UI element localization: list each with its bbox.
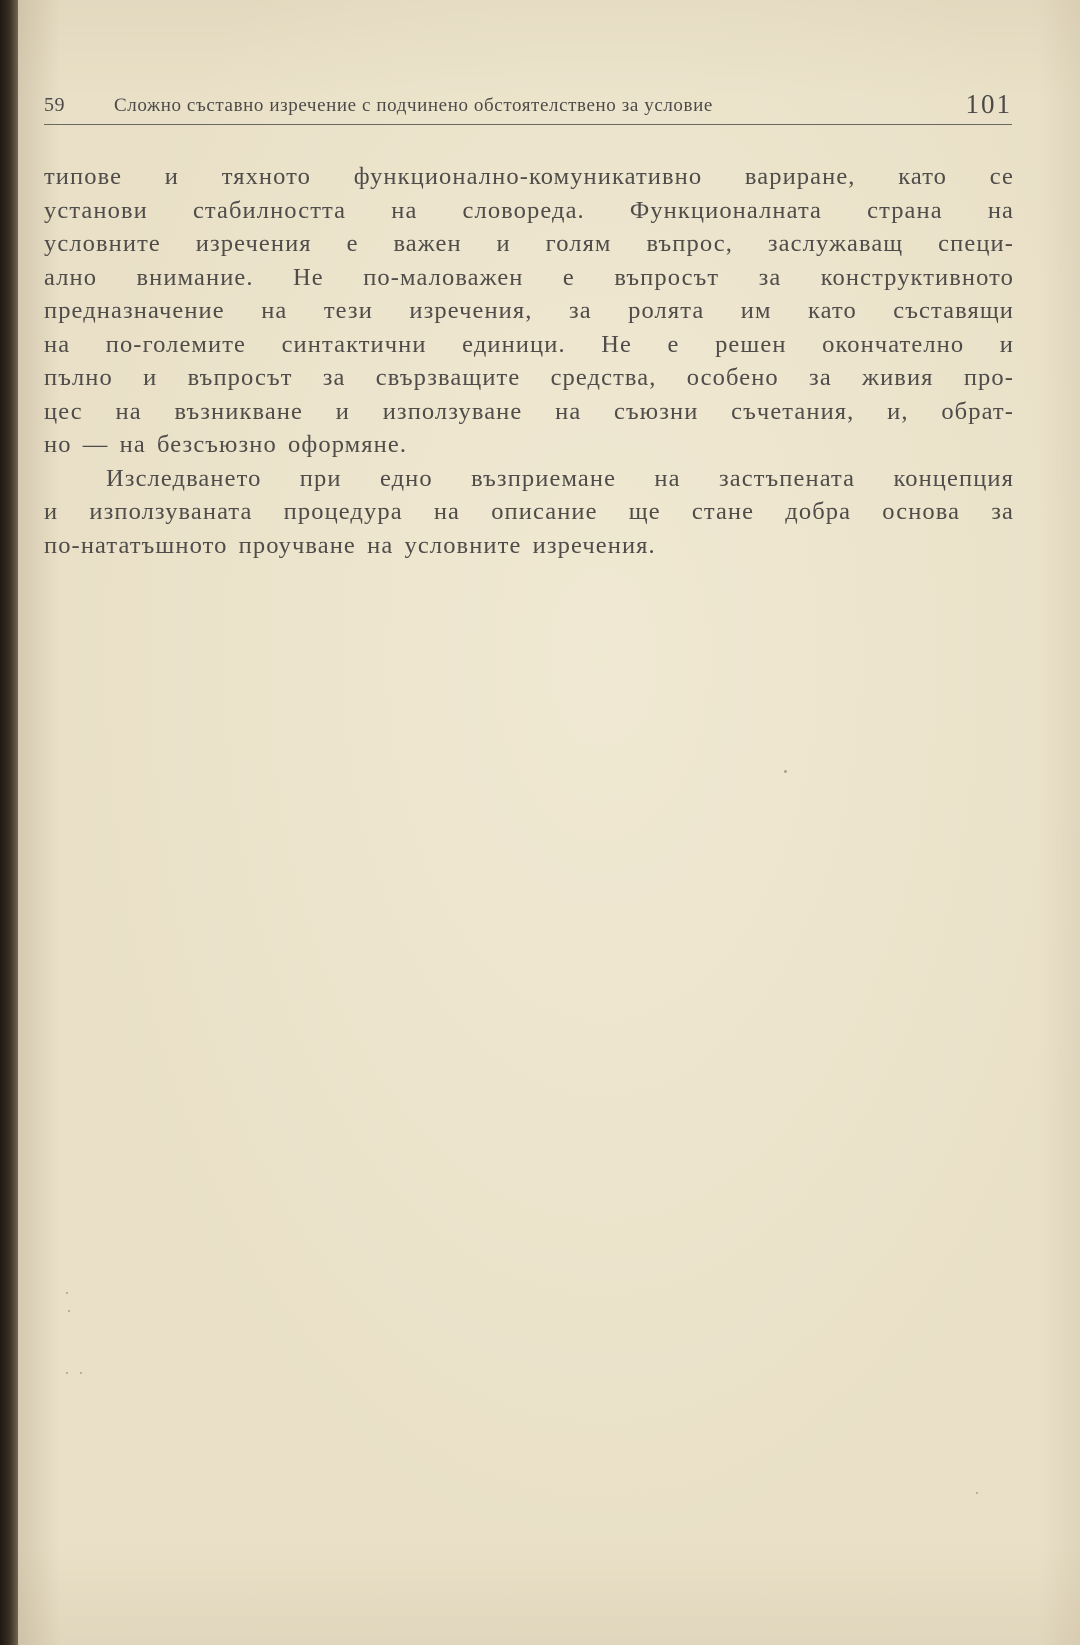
paper-speck [80, 1372, 82, 1374]
text-line: по-нататъшното проучване на условните изречения. [44, 531, 656, 559]
text-line: цес на възникване и използуване на съюзни съчетания, и, обрат- [44, 397, 1014, 425]
paper-speck [68, 1310, 70, 1312]
text-line: но — на безсъюзно оформяне. [44, 431, 408, 458]
running-head-title: Сложно съставно изречение с подчинено обстоятелствено за условие [114, 95, 713, 116]
text-line: ално внимание. Не по-маловажен е въпросът за конструктивното [44, 263, 1014, 291]
paper-speck [976, 1492, 978, 1494]
text-line: типове и тяхното функционално-комуникативно вариране, като се [44, 163, 1014, 190]
body-text [44, 160, 1014, 562]
text-line: условните изречения е важен и голям въпрос, заслужаващ специ- [44, 230, 1014, 257]
book-page [18, 0, 1080, 1645]
text-line: Изследването при едно възприемане на застъпената концепция [106, 464, 1014, 492]
section-number: 59 [44, 94, 65, 116]
paragraph-1 [44, 160, 1014, 462]
text-line: на по-големите синтактични единици. Не е решен окончателно и [44, 330, 1014, 358]
text-line: пълно и въпросът за свързващите средства, особено за живия про- [44, 364, 1014, 391]
paragraph-2 [44, 462, 1014, 563]
paper-speck [66, 1292, 68, 1294]
text-line: и използуваната процедура на описание ще стане добра основа за [44, 498, 1014, 525]
paper-speck [784, 770, 787, 773]
text-line: установи стабилността на словореда. Функционалната страна на [44, 196, 1014, 224]
text-line: предназначение на тези изречения, за ролята им като съставящи [44, 297, 1014, 324]
page-number: 101 [965, 89, 1012, 119]
running-head [44, 88, 1012, 125]
paper-speck [66, 1372, 68, 1374]
